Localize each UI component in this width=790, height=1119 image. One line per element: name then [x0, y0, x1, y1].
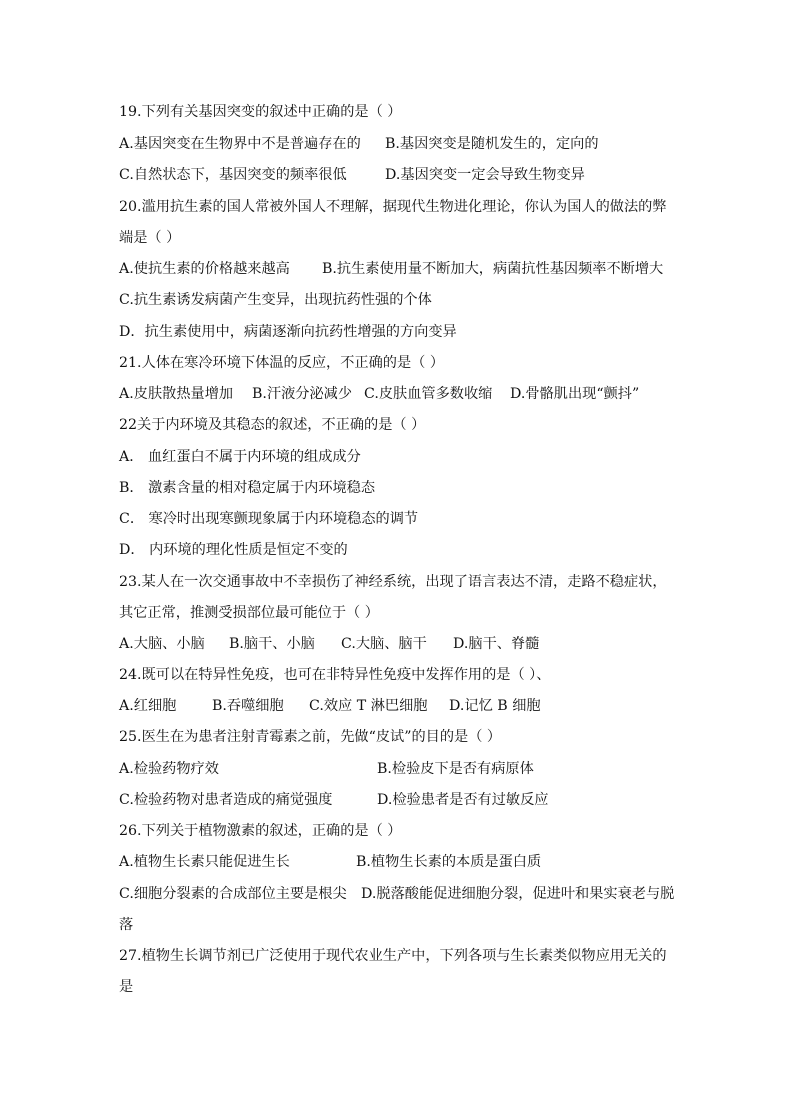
question-26-option-d-line-1: D.脱落酸能促进细胞分裂，促进叶和果实衰老与脱: [361, 886, 675, 902]
question-23-option-b: B.脑干、小脑: [229, 636, 315, 652]
question-22-option-a: A． 血红蛋白不属于内环境的组成成分: [119, 449, 361, 465]
question-23-option-d: D.脑干、脊髓: [453, 636, 540, 652]
question-26-option-a: A.植物生长素只能促进生长: [119, 854, 290, 870]
question-26-option-d-line-2: 落: [119, 917, 134, 933]
question-19-stem: 19.下列有关基因突变的叙述中正确的是（ ）: [119, 104, 402, 120]
question-23-stem-line-2: 其它正常，推测受损部位最可能位于（ ）: [119, 605, 379, 621]
question-20-option-c: C.抗生素诱发病菌产生变异，出现抗药性强的个体: [119, 292, 432, 308]
question-25-option-c: C.检验药物对患者造成的痛觉强度: [119, 792, 333, 808]
question-22-stem: 22关于内环境及其稳态的叙述，不正确的是（ ）: [119, 417, 426, 433]
question-20-option-a: A.使抗生素的价格越来越高: [119, 261, 290, 277]
question-20-stem-line-2: 端是（ ）: [119, 230, 181, 246]
question-24-option-c: C.效应 T 淋巴细胞: [309, 698, 428, 714]
question-21-option-c: C.皮肤血管多数收缩: [364, 386, 493, 402]
question-20-option-d: D．抗生素使用中，病菌逐渐向抗药性增强的方向变异: [119, 324, 457, 340]
question-25-stem: 25.医生在为患者注射青霉素之前，先做“皮试”的目的是（ ）: [119, 729, 502, 745]
question-25-option-d: D.检验患者是否有过敏反应: [377, 792, 549, 808]
question-21-stem: 21.人体在寒冷环境下体温的反应，不正确的是（ ）: [119, 355, 445, 371]
question-22-option-d: D． 内环境的理化性质是恒定不变的: [119, 542, 348, 558]
question-20-option-b: B.抗生素使用量不断加大，病菌抗性基因频率不断增大: [322, 261, 664, 277]
question-26-option-b: B.植物生长素的本质是蛋白质: [356, 854, 542, 870]
question-26-stem: 26.下列关于植物激素的叙述，正确的是（ ）: [119, 823, 402, 839]
question-19-option-d: D.基因突变一定会导致生物变异: [385, 167, 585, 183]
question-25-option-b: B.检验皮下是否有病原体: [377, 761, 534, 777]
question-24-option-d: D.记忆 B 细胞: [449, 698, 541, 714]
question-19-option-c: C.自然状态下，基因突变的频率很低: [119, 167, 347, 183]
question-25-option-a: A.检验药物疗效: [119, 761, 219, 777]
question-20-stem-line-1: 20.滥用抗生素的国人常被外国人不理解，据现代生物进化理论，你认为国人的做法的弊: [119, 199, 667, 215]
question-23-option-c: C.大脑、脑干: [341, 636, 427, 652]
question-24-stem: 24.既可以在特异性免疫，也可在非特异性免疫中发挥作用的是（ ）、: [119, 667, 551, 683]
question-27-stem-line-2: 是: [119, 979, 134, 995]
question-24-option-b: B.吞噬细胞: [212, 698, 284, 714]
question-26-option-c: C.细胞分裂素的合成部位主要是根尖: [119, 886, 347, 902]
question-23-stem-line-1: 23.某人在一次交通事故中不幸损伤了神经系统，出现了语言表达不清，走路不稳症状，: [119, 574, 667, 590]
question-22-option-c: C． 寒冷时出现寒颤现象属于内环境稳态的调节: [119, 511, 419, 527]
question-19-option-b: B.基因突变是随机发生的，定向的: [385, 136, 599, 152]
question-19-option-a: A.基因突变在生物界中不是普遍存在的: [119, 136, 361, 152]
question-22-option-b: B． 激素含量的相对稳定属于内环境稳态: [119, 480, 376, 496]
question-24-option-a: A.红细胞: [119, 698, 177, 714]
question-21-option-b: B.汗液分泌减少: [252, 386, 353, 402]
question-21-option-a: A.皮肤散热量增加: [119, 386, 234, 402]
question-21-option-d: D.骨骼肌出现“颤抖”: [510, 386, 640, 402]
question-23-option-a: A.大脑、小脑: [119, 636, 205, 652]
question-27-stem-line-1: 27.植物生长调节剂已广泛使用于现代农业生产中，下列各项与生长素类似物应用无关的: [119, 948, 667, 964]
